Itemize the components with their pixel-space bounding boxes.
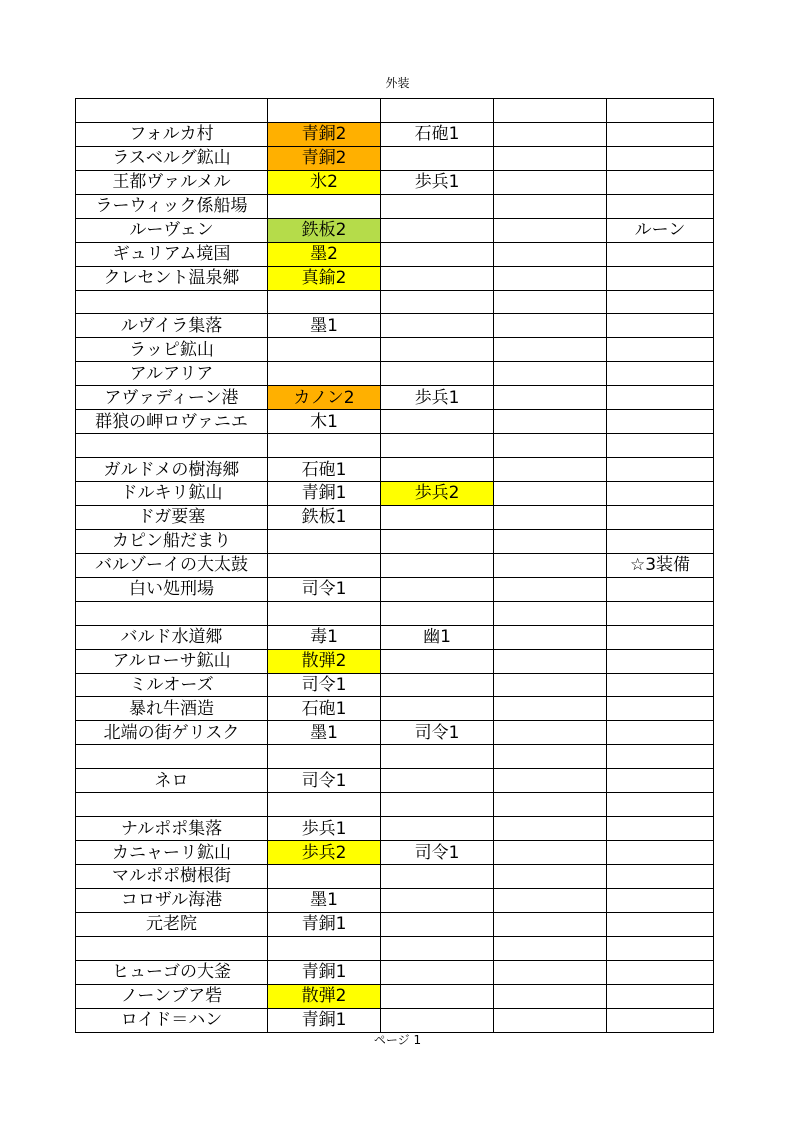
location-cell[interactable]: ラーウィック係船場	[76, 194, 268, 218]
material-cell[interactable]	[494, 242, 607, 266]
material-cell[interactable]: 司令1	[268, 673, 381, 697]
table-row	[76, 841, 714, 865]
material-cell[interactable]: 散弾2	[268, 984, 381, 1008]
material-cell[interactable]	[494, 266, 607, 290]
material-cell[interactable]	[381, 936, 494, 960]
material-cell[interactable]	[494, 1008, 607, 1032]
material-cell[interactable]: 青銅2	[268, 122, 381, 146]
material-cell[interactable]: 青銅1	[268, 1008, 381, 1032]
page-header: 外装	[385, 76, 410, 90]
material-cell[interactable]: 氷2	[268, 170, 381, 194]
location-cell[interactable]: ラスベルグ鉱山	[76, 146, 268, 170]
material-cell[interactable]	[607, 505, 714, 529]
material-cell[interactable]	[607, 697, 714, 721]
material-cell[interactable]	[494, 912, 607, 936]
material-cell[interactable]	[607, 242, 714, 266]
material-cell[interactable]	[607, 410, 714, 434]
material-cell[interactable]	[381, 553, 494, 577]
material-cell[interactable]: 青銅1	[268, 960, 381, 984]
material-cell[interactable]	[607, 266, 714, 290]
material-cell[interactable]	[268, 745, 381, 769]
table-row	[76, 793, 714, 817]
material-cell[interactable]	[607, 99, 714, 123]
material-cell[interactable]	[607, 458, 714, 482]
material-cell[interactable]	[494, 649, 607, 673]
location-cell[interactable]: 白い処刑場	[76, 577, 268, 601]
material-cell[interactable]: ルーン	[607, 218, 714, 242]
material-cell[interactable]: 墨1	[268, 314, 381, 338]
table-row	[76, 434, 714, 458]
material-cell[interactable]	[607, 817, 714, 841]
table-row	[76, 122, 714, 146]
table-row	[76, 865, 714, 889]
location-cell[interactable]	[76, 601, 268, 625]
material-cell[interactable]	[381, 577, 494, 601]
location-cell[interactable]: ネロ	[76, 769, 268, 793]
location-cell[interactable]: クレセント温泉郷	[76, 266, 268, 290]
location-cell[interactable]: ギュリアム境国	[76, 242, 268, 266]
table-row	[76, 194, 714, 218]
location-cell[interactable]: ガルドメの樹海郷	[76, 458, 268, 482]
location-cell[interactable]	[76, 793, 268, 817]
material-cell[interactable]	[607, 721, 714, 745]
material-cell[interactable]	[607, 338, 714, 362]
material-cell[interactable]: 真鍮2	[268, 266, 381, 290]
material-cell[interactable]: 司令1	[268, 769, 381, 793]
material-cell[interactable]	[607, 888, 714, 912]
material-cell[interactable]	[494, 601, 607, 625]
material-cell[interactable]: 幽1	[381, 625, 494, 649]
material-cell[interactable]	[607, 386, 714, 410]
material-cell[interactable]: 司令1	[381, 721, 494, 745]
material-cell[interactable]	[381, 362, 494, 386]
material-cell[interactable]	[381, 99, 494, 123]
location-cell[interactable]: ラッピ鉱山	[76, 338, 268, 362]
material-cell[interactable]	[381, 960, 494, 984]
material-cell[interactable]: 鉄板1	[268, 505, 381, 529]
table-row	[76, 338, 714, 362]
material-cell[interactable]	[381, 146, 494, 170]
material-cell[interactable]	[268, 601, 381, 625]
material-cell[interactable]	[494, 458, 607, 482]
material-cell[interactable]	[494, 553, 607, 577]
table-row	[76, 673, 714, 697]
material-cell[interactable]	[381, 865, 494, 889]
table-row	[76, 960, 714, 984]
material-cell[interactable]	[381, 458, 494, 482]
material-cell[interactable]	[494, 314, 607, 338]
material-cell[interactable]	[494, 793, 607, 817]
material-cell[interactable]	[381, 529, 494, 553]
table-row	[76, 314, 714, 338]
location-cell[interactable]: フォルカ村	[76, 122, 268, 146]
location-cell[interactable]: 元老院	[76, 912, 268, 936]
material-cell[interactable]	[494, 936, 607, 960]
location-cell[interactable]: ドガ要塞	[76, 505, 268, 529]
page-footer: ページ 1	[373, 1033, 422, 1047]
material-cell[interactable]	[268, 434, 381, 458]
table-row	[76, 218, 714, 242]
material-cell[interactable]: 墨1	[268, 721, 381, 745]
material-cell[interactable]	[607, 673, 714, 697]
location-cell[interactable]: コロザル海港	[76, 888, 268, 912]
table-row	[76, 912, 714, 936]
material-cell[interactable]: 散弾2	[268, 649, 381, 673]
material-cell[interactable]: 鉄板2	[268, 218, 381, 242]
material-cell[interactable]: カノン2	[268, 386, 381, 410]
material-cell[interactable]	[494, 290, 607, 314]
material-cell[interactable]	[607, 122, 714, 146]
material-cell[interactable]	[494, 434, 607, 458]
material-cell[interactable]	[268, 362, 381, 386]
material-cell[interactable]	[381, 505, 494, 529]
material-cell[interactable]	[268, 793, 381, 817]
location-cell[interactable]: 暴れ牛酒造	[76, 697, 268, 721]
material-cell[interactable]	[381, 1008, 494, 1032]
location-cell[interactable]: カニャーリ鉱山	[76, 841, 268, 865]
table-row	[76, 601, 714, 625]
location-cell[interactable]	[76, 290, 268, 314]
material-cell[interactable]	[494, 338, 607, 362]
material-cell[interactable]	[381, 266, 494, 290]
material-cell[interactable]	[607, 865, 714, 889]
material-cell[interactable]	[381, 434, 494, 458]
material-cell[interactable]	[607, 912, 714, 936]
material-cell[interactable]: 石砲1	[268, 458, 381, 482]
table-row	[76, 553, 714, 577]
location-cell[interactable]	[76, 434, 268, 458]
table-row	[76, 386, 714, 410]
location-cell[interactable]: アルローサ鉱山	[76, 649, 268, 673]
material-cell[interactable]	[607, 482, 714, 506]
material-cell[interactable]	[607, 1008, 714, 1032]
material-cell[interactable]	[494, 362, 607, 386]
material-cell[interactable]	[607, 960, 714, 984]
material-cell[interactable]	[494, 410, 607, 434]
material-cell[interactable]	[494, 146, 607, 170]
material-cell[interactable]	[381, 912, 494, 936]
table-row	[76, 505, 714, 529]
table-row	[76, 936, 714, 960]
material-cell[interactable]	[494, 841, 607, 865]
location-cell[interactable]: ドルキリ鉱山	[76, 482, 268, 506]
material-cell[interactable]	[494, 817, 607, 841]
table-row	[76, 99, 714, 123]
material-cell[interactable]	[381, 218, 494, 242]
material-cell[interactable]	[381, 649, 494, 673]
material-cell[interactable]	[494, 721, 607, 745]
location-cell[interactable]: バルゾーイの大太鼓	[76, 553, 268, 577]
material-cell[interactable]	[494, 122, 607, 146]
material-cell[interactable]	[494, 984, 607, 1008]
material-cell[interactable]: 歩兵1	[381, 170, 494, 194]
location-cell[interactable]: ロイド＝ハン	[76, 1008, 268, 1032]
material-cell[interactable]	[494, 218, 607, 242]
material-cell[interactable]: 歩兵2	[268, 841, 381, 865]
material-cell[interactable]	[607, 434, 714, 458]
material-cell[interactable]	[494, 625, 607, 649]
material-cell[interactable]: 歩兵1	[381, 386, 494, 410]
material-cell[interactable]	[381, 888, 494, 912]
location-cell[interactable]: ヒューゴの大釜	[76, 960, 268, 984]
material-cell[interactable]	[381, 817, 494, 841]
material-cell[interactable]	[381, 290, 494, 314]
table-row	[76, 649, 714, 673]
material-cell[interactable]	[381, 984, 494, 1008]
location-cell[interactable]	[76, 745, 268, 769]
table-row	[76, 769, 714, 793]
location-cell[interactable]: ルーヴェン	[76, 218, 268, 242]
material-cell[interactable]: 木1	[268, 410, 381, 434]
material-cell[interactable]	[494, 960, 607, 984]
material-cell[interactable]	[494, 888, 607, 912]
material-cell[interactable]	[607, 146, 714, 170]
material-cell[interactable]	[494, 170, 607, 194]
material-cell[interactable]	[381, 601, 494, 625]
material-cell[interactable]	[381, 673, 494, 697]
material-cell[interactable]	[494, 194, 607, 218]
material-cell[interactable]: 青銅1	[268, 482, 381, 506]
material-cell[interactable]	[607, 577, 714, 601]
material-cell[interactable]: 司令1	[381, 841, 494, 865]
table-row	[76, 242, 714, 266]
table-row	[76, 266, 714, 290]
material-cell[interactable]: 石砲1	[268, 697, 381, 721]
material-cell[interactable]	[607, 793, 714, 817]
material-cell[interactable]: 司令1	[268, 577, 381, 601]
equipment-table	[75, 98, 714, 1033]
table-row	[76, 1008, 714, 1032]
material-cell[interactable]: 歩兵2	[381, 482, 494, 506]
location-cell[interactable]: ミルオーズ	[76, 673, 268, 697]
table-row	[76, 984, 714, 1008]
material-cell[interactable]	[494, 505, 607, 529]
material-cell[interactable]	[607, 314, 714, 338]
table-row	[76, 745, 714, 769]
location-cell[interactable]: バルド水道郷	[76, 625, 268, 649]
material-cell[interactable]	[494, 865, 607, 889]
material-cell[interactable]: 青銅2	[268, 146, 381, 170]
material-cell[interactable]: 青銅1	[268, 912, 381, 936]
material-cell[interactable]	[381, 793, 494, 817]
material-cell[interactable]	[268, 338, 381, 362]
material-cell[interactable]	[607, 649, 714, 673]
material-cell[interactable]	[381, 338, 494, 362]
material-cell[interactable]	[494, 386, 607, 410]
location-cell[interactable]: ナルポポ集落	[76, 817, 268, 841]
table-row	[76, 529, 714, 553]
material-cell[interactable]: 毒1	[268, 625, 381, 649]
material-cell[interactable]	[268, 194, 381, 218]
material-cell[interactable]: 墨2	[268, 242, 381, 266]
location-cell[interactable]	[76, 936, 268, 960]
table-row	[76, 362, 714, 386]
material-cell[interactable]: 墨1	[268, 888, 381, 912]
material-cell[interactable]: 石砲1	[381, 122, 494, 146]
material-cell[interactable]	[494, 529, 607, 553]
table-row	[76, 290, 714, 314]
table-row	[76, 170, 714, 194]
material-cell[interactable]: 歩兵1	[268, 817, 381, 841]
material-cell[interactable]: ☆3装備	[607, 553, 714, 577]
material-cell[interactable]	[607, 841, 714, 865]
material-cell[interactable]	[607, 769, 714, 793]
table-row	[76, 577, 714, 601]
location-cell[interactable]: ルヴイラ集落	[76, 314, 268, 338]
table-row	[76, 410, 714, 434]
material-cell[interactable]	[381, 697, 494, 721]
material-cell[interactable]	[381, 769, 494, 793]
material-cell[interactable]	[607, 601, 714, 625]
material-cell[interactable]	[494, 673, 607, 697]
table-row	[76, 721, 714, 745]
location-cell[interactable]: アルアリア	[76, 362, 268, 386]
material-cell[interactable]	[607, 625, 714, 649]
material-cell[interactable]	[381, 194, 494, 218]
material-cell[interactable]	[494, 577, 607, 601]
material-cell[interactable]	[268, 936, 381, 960]
material-cell[interactable]	[381, 314, 494, 338]
location-cell[interactable]: 北端の街ゲリスク	[76, 721, 268, 745]
material-cell[interactable]	[607, 984, 714, 1008]
material-cell[interactable]	[494, 482, 607, 506]
location-cell[interactable]: アヴァディーン港	[76, 386, 268, 410]
material-cell[interactable]	[607, 194, 714, 218]
material-cell[interactable]	[268, 529, 381, 553]
material-cell[interactable]	[381, 410, 494, 434]
table-row	[76, 817, 714, 841]
location-cell[interactable]: カピン船だまり	[76, 529, 268, 553]
material-cell[interactable]	[607, 362, 714, 386]
material-cell[interactable]	[381, 745, 494, 769]
material-cell[interactable]	[268, 99, 381, 123]
location-cell[interactable]: ノーンブア砦	[76, 984, 268, 1008]
table-row	[76, 625, 714, 649]
material-cell[interactable]	[607, 936, 714, 960]
material-cell[interactable]	[607, 529, 714, 553]
location-cell[interactable]: 王都ヴァルメル	[76, 170, 268, 194]
table-row	[76, 482, 714, 506]
material-cell[interactable]	[494, 745, 607, 769]
material-cell[interactable]	[268, 553, 381, 577]
material-cell[interactable]	[381, 242, 494, 266]
table-row	[76, 888, 714, 912]
table-row	[76, 146, 714, 170]
location-cell[interactable]: 群狼の岬ロヴァニエ	[76, 410, 268, 434]
table-body	[76, 99, 714, 1033]
material-cell[interactable]	[607, 170, 714, 194]
material-cell[interactable]	[607, 290, 714, 314]
material-cell[interactable]	[268, 865, 381, 889]
material-cell[interactable]	[494, 99, 607, 123]
location-cell[interactable]	[76, 99, 268, 123]
material-cell[interactable]	[494, 769, 607, 793]
table-row	[76, 458, 714, 482]
material-cell[interactable]	[268, 290, 381, 314]
material-cell[interactable]	[494, 697, 607, 721]
location-cell[interactable]: マルポポ樹根街	[76, 865, 268, 889]
material-cell[interactable]	[607, 745, 714, 769]
table-row	[76, 697, 714, 721]
